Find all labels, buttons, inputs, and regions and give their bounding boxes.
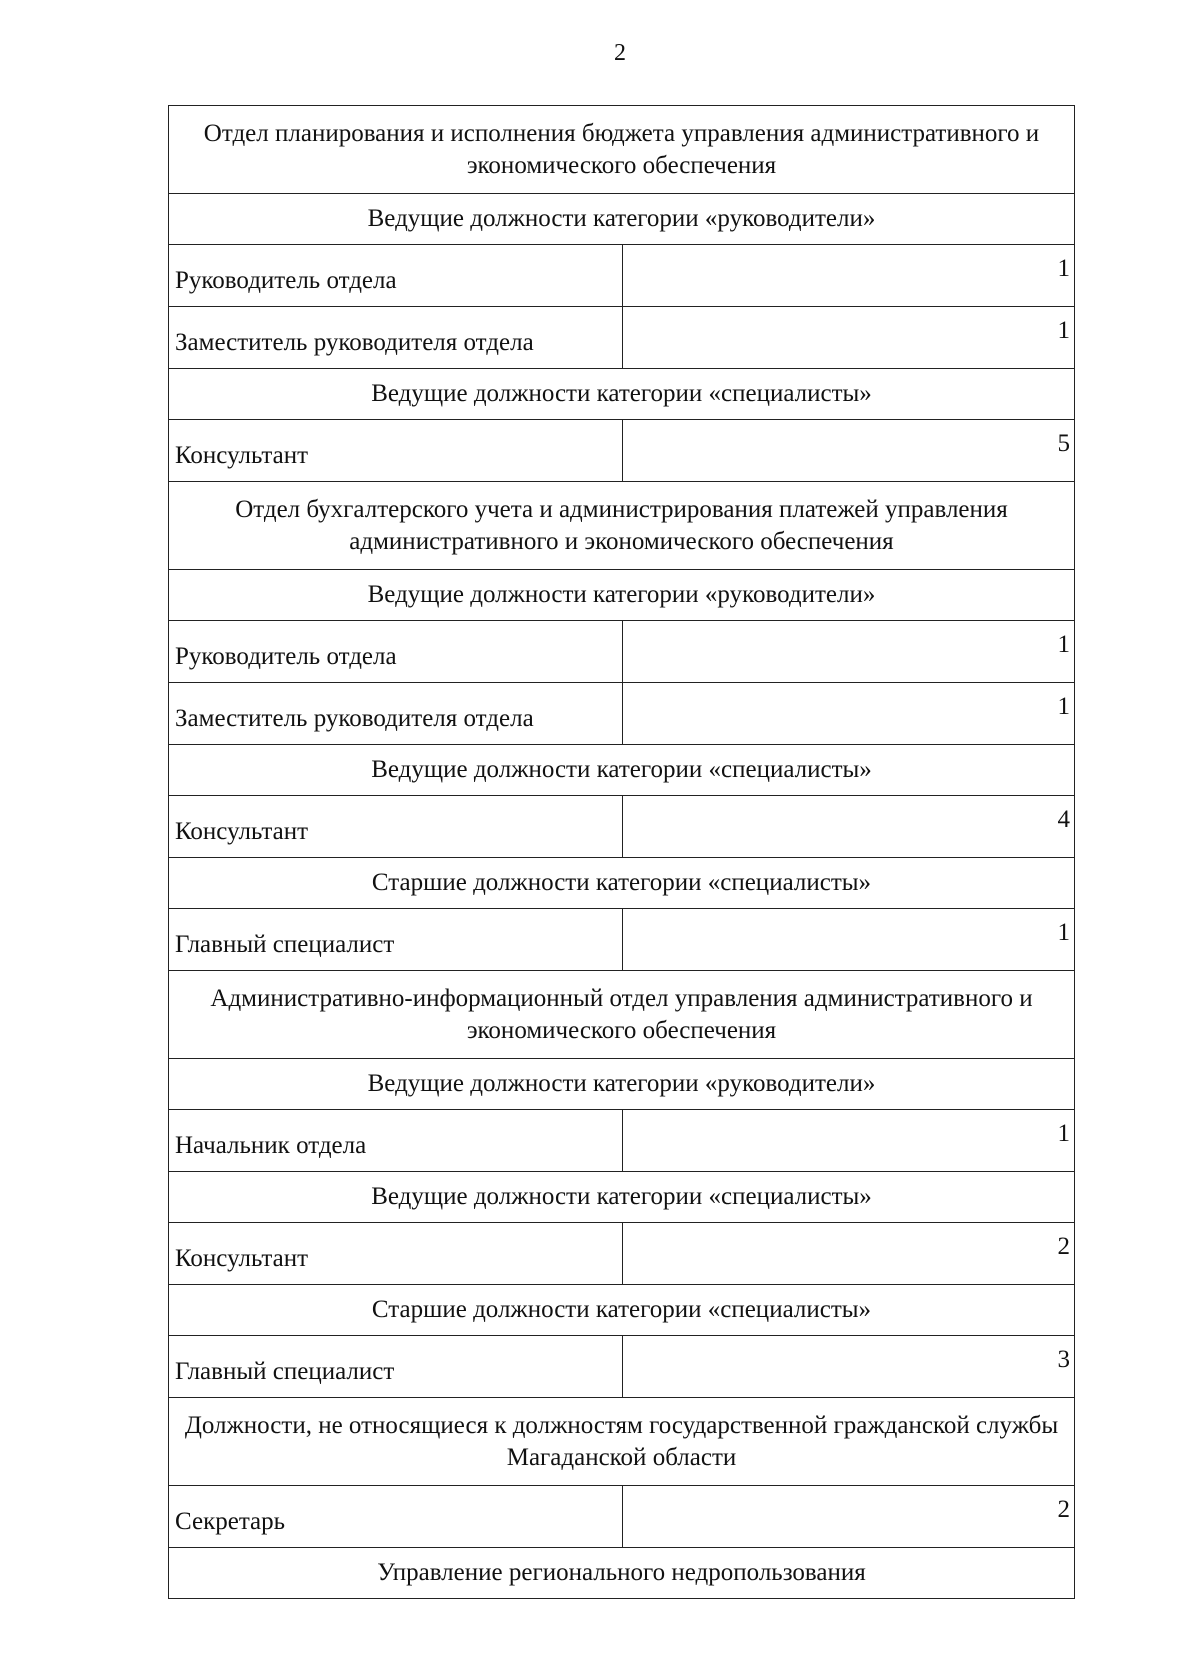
department-row [169, 482, 1075, 570]
category-title: Ведущие должности категории «специалисты» [169, 369, 1075, 420]
position-row [169, 245, 1075, 307]
department-row [169, 1398, 1075, 1486]
position-name: Начальник отдела [169, 1110, 623, 1172]
category-row [169, 1172, 1075, 1223]
position-count: 2 [623, 1223, 1075, 1285]
staffing-table [168, 105, 1075, 1599]
position-row [169, 796, 1075, 858]
position-name: Заместитель руководителя отдела [169, 683, 623, 745]
department-title: Отдел бухгалтерского учета и администрирования платежей управления административного и экономического обеспечения [169, 482, 1075, 570]
position-count: 1 [623, 683, 1075, 745]
position-row [169, 307, 1075, 369]
staffing-table-body [169, 106, 1075, 1599]
category-row [169, 570, 1075, 621]
position-count: 3 [623, 1336, 1075, 1398]
position-count: 1 [623, 621, 1075, 683]
position-name: Руководитель отдела [169, 245, 623, 307]
category-row [169, 858, 1075, 909]
position-row [169, 1223, 1075, 1285]
position-name: Консультант [169, 1223, 623, 1285]
position-count: 1 [623, 245, 1075, 307]
position-row [169, 1486, 1075, 1548]
position-name: Заместитель руководителя отдела [169, 307, 623, 369]
position-row [169, 683, 1075, 745]
category-row [169, 369, 1075, 420]
position-name: Секретарь [169, 1486, 623, 1548]
position-row [169, 621, 1075, 683]
category-row [169, 1285, 1075, 1336]
category-row [169, 1059, 1075, 1110]
category-title: Ведущие должности категории «специалисты» [169, 745, 1075, 796]
page-number: 2 [614, 40, 626, 66]
position-count: 2 [623, 1486, 1075, 1548]
position-name: Главный специалист [169, 1336, 623, 1398]
category-row [169, 1548, 1075, 1599]
position-count: 4 [623, 796, 1075, 858]
category-title: Старшие должности категории «специалисты» [169, 858, 1075, 909]
category-title: Ведущие должности категории «руководители» [169, 570, 1075, 621]
position-row [169, 1336, 1075, 1398]
department-title: Отдел планирования и исполнения бюджета управления административного и экономического обеспечения [169, 106, 1075, 194]
position-count: 1 [623, 909, 1075, 971]
position-count: 1 [623, 1110, 1075, 1172]
position-count: 1 [623, 307, 1075, 369]
position-name: Консультант [169, 420, 623, 482]
department-title: Должности, не относящиеся к должностям государственной гражданской службы Магаданской области [169, 1398, 1075, 1486]
category-title: Старшие должности категории «специалисты» [169, 1285, 1075, 1336]
position-row [169, 909, 1075, 971]
department-row [169, 971, 1075, 1059]
category-title: Ведущие должности категории «руководители» [169, 1059, 1075, 1110]
position-name: Главный специалист [169, 909, 623, 971]
category-row [169, 194, 1075, 245]
position-name: Руководитель отдела [169, 621, 623, 683]
position-name: Консультант [169, 796, 623, 858]
position-count: 5 [623, 420, 1075, 482]
category-title: Ведущие должности категории «специалисты» [169, 1172, 1075, 1223]
department-title: Административно-информационный отдел управления административного и экономического обеспечения [169, 971, 1075, 1059]
category-row [169, 745, 1075, 796]
category-title: Ведущие должности категории «руководители» [169, 194, 1075, 245]
position-row [169, 420, 1075, 482]
category-title: Управление регионального недропользования [169, 1548, 1075, 1599]
position-row [169, 1110, 1075, 1172]
department-row [169, 106, 1075, 194]
